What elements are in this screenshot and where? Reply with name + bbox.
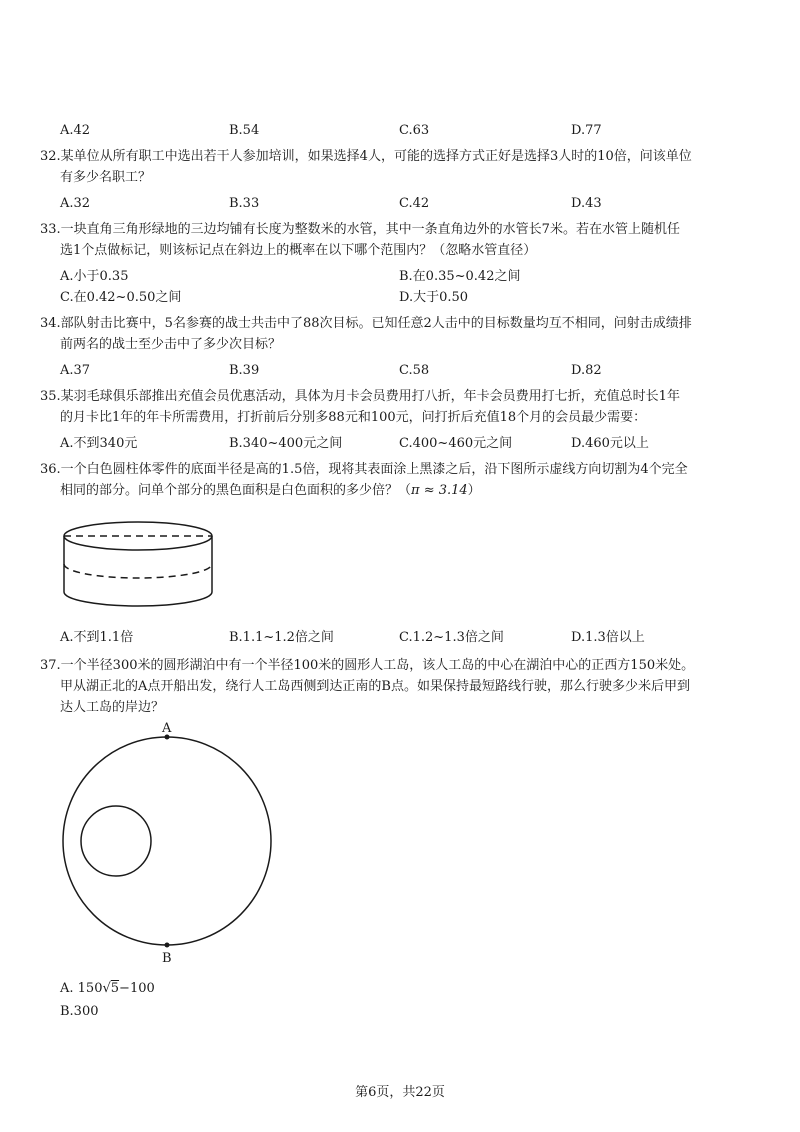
q36-pi-note: π ≈ 3.14: [411, 483, 468, 498]
q33-text-line1: 33.一块直角三角形绿地的三边均铺有长度为整数米的水管，其中一条直角边外的水管长7米。若在水管上随机任: [40, 222, 680, 237]
q34-option-c[interactable]: C.58: [399, 363, 430, 378]
q32-option-c[interactable]: C.42: [399, 196, 430, 211]
q33-option-d[interactable]: D.大于0.50: [399, 290, 469, 305]
q36-text-line2-main: 相同的部分。问单个部分的黑色面积是白色面积的多少倍？（: [60, 483, 412, 498]
q31-option-b[interactable]: B.54: [229, 123, 260, 138]
q36-option-a[interactable]: A.不到1.1倍: [60, 630, 134, 645]
q35-text-line2: 的月卡比1年的年卡所需费用，打折前后分别多88元和100元，问打折后充值18个月的会员最少需要：: [60, 410, 647, 425]
q35-text-line1: 35.某羽毛球俱乐部推出充值会员优惠活动，具体为月卡会员费用打八折，年卡会员费用打七折，充值总时长1年: [40, 389, 680, 404]
q37-option-a[interactable]: A. 150√5−100: [60, 981, 155, 996]
question-34: [40, 313, 760, 355]
q34-option-b[interactable]: B.39: [229, 363, 260, 378]
cylinder-figure: [58, 514, 218, 616]
cylinder-middle-dashed-arc: [64, 564, 212, 578]
q31-option-c[interactable]: C.63: [399, 123, 430, 138]
q35-option-c[interactable]: C.400~460元之间: [399, 436, 513, 451]
q31-option-d[interactable]: D.77: [571, 123, 602, 138]
question-35: [40, 386, 760, 428]
q37-option-a-prefix: A. 150: [60, 981, 103, 996]
q31-options: [60, 121, 760, 141]
lake-island-figure: [54, 718, 284, 968]
q36-option-d[interactable]: D.1.3倍以上: [571, 630, 645, 645]
question-37: [40, 655, 760, 718]
island-circle: [81, 806, 151, 876]
q31-option-a[interactable]: A.42: [60, 123, 91, 138]
q33-options-row1: [60, 267, 760, 287]
q33-option-c[interactable]: C.在0.42~0.50之间: [60, 290, 182, 305]
q32-text-line2: 有多少名职工？: [60, 170, 152, 185]
q34-text-line1: 34.部队射击比赛中，5名参赛的战士共击中了88次目标。已知任意2人击中的目标数量均互不相同，问射击成绩排: [40, 316, 692, 331]
question-33: [40, 219, 760, 261]
q36-option-b[interactable]: B.1.1~1.2倍之间: [229, 630, 334, 645]
q34-option-d[interactable]: D.82: [571, 363, 602, 378]
q35-options: [60, 434, 760, 454]
page-footer: 第6页，共22页: [355, 1085, 445, 1100]
q33-text-line2: 选1个点做标记，则该标记点在斜边上的概率在以下哪个范围内？（忽略水管直径）: [60, 243, 537, 258]
q37-option-a-suffix: −100: [119, 981, 155, 996]
q36-text-line1: 36.一个白色圆柱体零件的底面半径是高的1.5倍，现将其表面涂上黑漆之后，沿下图所示虚线方向切割为4个完全: [40, 462, 688, 477]
q37-option-b-row: [60, 1002, 760, 1022]
q37-text-line1: 37.一个半径300米的圆形湖泊中有一个半径100米的圆形人工岛，该人工岛的中心在湖泊中心的正西方150米处。: [40, 658, 695, 673]
q32-options: [60, 194, 760, 214]
q32-option-b[interactable]: B.33: [229, 196, 260, 211]
lake-circle: [63, 737, 271, 945]
cylinder-bottom-arc: [64, 592, 212, 606]
q37-text-line2: 甲从湖正北的A点开船出发，绕行人工岛西侧到达正南的B点。如果保持最短路线行驶，那么行驶多少米后甲到: [60, 679, 690, 694]
point-b: [165, 943, 170, 948]
q36-options: [60, 628, 760, 648]
q33-option-b[interactable]: B.在0.35~0.42之间: [399, 269, 521, 284]
label-b: B: [162, 951, 172, 966]
q37-option-a-radicand: 5: [110, 981, 120, 996]
q36-text-line2-end: ）: [467, 483, 481, 498]
q35-option-a[interactable]: A.不到340元: [60, 436, 138, 451]
question-36: [40, 459, 760, 501]
q34-option-a[interactable]: A.37: [60, 363, 91, 378]
q34-options: [60, 361, 760, 381]
q35-option-d[interactable]: D.460元以上: [571, 436, 649, 451]
q32-option-a[interactable]: A.32: [60, 196, 91, 211]
q36-text-line2: [40, 480, 760, 501]
question-32: [40, 146, 760, 188]
label-a: A: [162, 721, 172, 736]
q32-text-line1: 32.某单位从所有职工中选出若干人参加培训，如果选择4人，可能的选择方式正好是选择3人时的10倍，问该单位: [40, 149, 692, 164]
q37-text-line3: 达人工岛的岸边？: [60, 700, 165, 715]
q34-text-line2: 前两名的战士至少击中了多少次目标？: [60, 337, 282, 352]
q37-option-b[interactable]: B.300: [60, 1004, 99, 1019]
q35-option-b[interactable]: B.340~400元之间: [229, 436, 343, 451]
q33-options-row2: [60, 288, 760, 308]
q36-option-c[interactable]: C.1.2~1.3倍之间: [399, 630, 504, 645]
q32-option-d[interactable]: D.43: [571, 196, 602, 211]
q33-option-a[interactable]: A.小于0.35: [60, 269, 129, 284]
q37-option-a-row: [60, 979, 760, 999]
